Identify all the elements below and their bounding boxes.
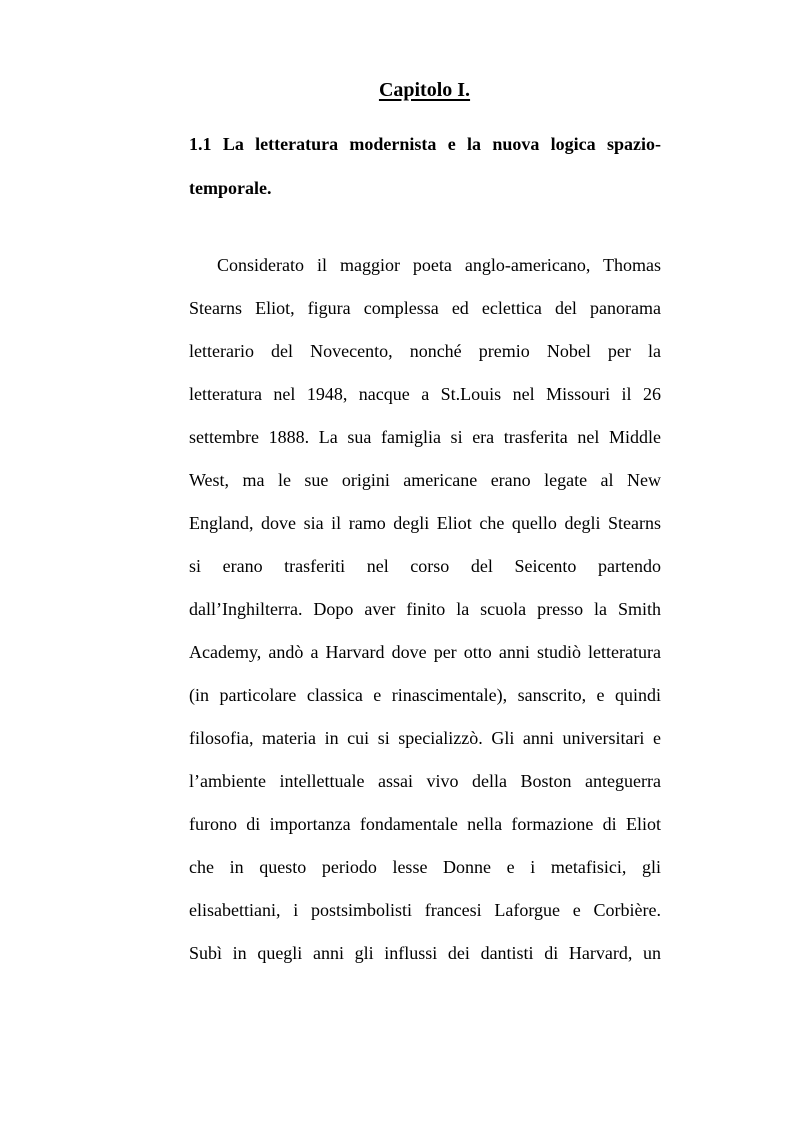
paragraph-line: settembre 1888. La sua famiglia si era trasferita nel Middle [189, 427, 661, 447]
paragraph-line: Stearns Eliot, figura complessa ed eclettica del panorama [189, 298, 661, 318]
section-heading [189, 122, 661, 210]
paragraph-line: elisabettiani, i postsimbolisti francesi Laforgue e Corbière. [189, 900, 661, 920]
paragraph-line: England, dove sia il ramo degli Eliot che quello degli Stearns [189, 513, 661, 533]
paragraph-line: Considerato il maggior poeta anglo-americano, Thomas [217, 255, 661, 275]
section-heading-line: temporale. [189, 178, 272, 198]
paragraph-line: dall’Inghilterra. Dopo aver finito la scuola presso la Smith [189, 599, 661, 619]
paragraph-line: l’ambiente intellettuale assai vivo della Boston anteguerra [189, 771, 661, 791]
paragraph-line: furono di importanza fondamentale nella formazione di Eliot [189, 814, 661, 834]
paragraph-line: (in particolare classica e rinascimentale), sanscrito, e quindi [189, 685, 661, 705]
paragraph-line: letterario del Novecento, nonché premio Nobel per la [189, 341, 661, 361]
paragraph-line: Academy, andò a Harvard dove per otto anni studiò letteratura [189, 642, 661, 662]
paragraph-line: che in questo periodo lesse Donne e i metafisici, gli [189, 857, 661, 877]
paragraph-line: West, ma le sue origini americane erano legate al New [189, 470, 661, 490]
section-heading-line: 1.1 La letteratura modernista e la nuova logica spazio- [189, 134, 661, 154]
paragraph-line: si erano trasferiti nel corso del Seicento partendo [189, 556, 661, 576]
chapter-title: Capitolo I. [378, 79, 471, 101]
paragraph-line: Subì in quegli anni gli influssi dei dantisti di Harvard, un [189, 943, 661, 963]
body-paragraph [189, 244, 661, 975]
paragraph-line: letteratura nel 1948, nacque a St.Louis nel Missouri il 26 [189, 384, 661, 404]
paragraph-line: filosofia, materia in cui si specializzò. Gli anni universitari e [189, 728, 661, 748]
